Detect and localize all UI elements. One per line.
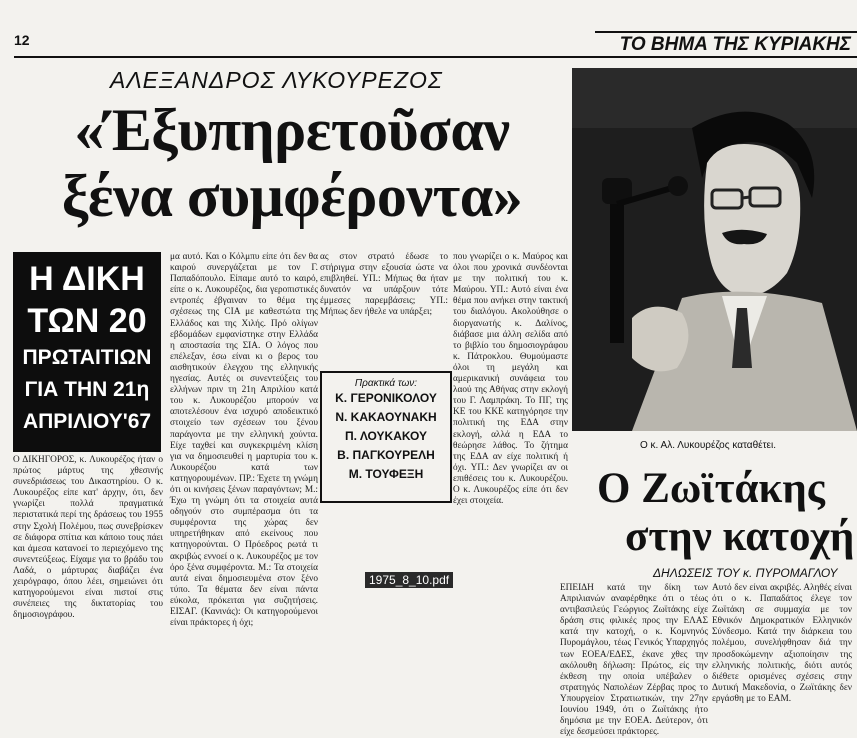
column-2-text: μα αυτό. Και ο Κόλμπυ είπε ότι δεν θα καιρού συνεργάζεται με τον Γ. Παπαδόπουλο. Είπαμε αυτό το καιρό, είπε ο κ. Λυκουρέζος, δια γεροπιστικές εντροπές έβγαιναν το θέμα της σχέσεως της CIA με καθεστώτα της Ελλάδος και της Χιλής. Πρό ολίγων εβδομάδων εμφανίστηκε στην Ελλάδα η αποστασία της ΣΙΑ. Ο λόγος που επέλεξαν, έσω είναι κι ο βερος του αισθητικούν έλεγχου της ελληνικής ηγεσίας. Αυτές οι συνεντεύξεις του ελλήνων πριν τη 21η Απριλίου κατά του κ. Λυκουρέζου μπορούν να αποτελέσουν ένα ισχυρό αποδεικτικό στοιχείο των σχέσεων του ξένου παράγοντα με την ελληνική χούντα. Είχε ταχθεί και συγκεκριμένη κλίση για να δημοσιευθεί η μαρτυρία του κ. Λυκουρέζου κατά των κατηγορουμένων. ΠΡ.: Έχετε τη γνώμη ότι οι κινήσεις ξένων παραγόντων; Μ.: Έχω τη γνώμη ότι τα στοιχεία αυτά οδηγούν στο συμπέρασμα ότι τα συμφέροντα της χώρας δεν υπηρετήθηκαν από εκείνους που κατηγορούνται. Ο Πρόεδρος ρωτά τι ακριβώς εννοεί ο κ. Λυκουρέζος με τον όρο ξένα συμφέροντα. Μ.: Τα στοιχεία αυτά είναι δημοσιευμένα στον ξένο τύπο. Τα θέματα δεν είναι πάντα εύκολα, πρόκειται για συζητήσεις. ΕΙΣΑΓ. (Κανινάς): Οι κατηγορούμενοι είναι πράκτορες ή όχι; (170, 252, 318, 629)
second-article-text-b: Αυτό δεν είναι ακριβές. Αληθές είναι ότι ο κ. Παπαδάτος έλεγε τον Ζωϊτάκη σε συμμαχία με τον Εθνικόν Δημοκρατικόν Ελληνικόν Σύνδεσμο. Κατά την διάρκεια του πολέμου, συνελήφθησαν διά την προσδοκώμενην αξιοποίησιν της ελληνικής πολιτικής, διότι αυτός διέθετε ορισμένες σχέσεις στην Δυτική Μακεδονία, ο Ζωϊτάκης δεν εργάσθη με το ΕΑΜ. (712, 583, 852, 704)
box-line-3: ΠΡΩΤΑΙΤΙΩΝ (22, 346, 152, 369)
article-headline (14, 97, 570, 229)
box-line-5: ΑΠΡΙΛΙΟΥ'67 (22, 410, 152, 433)
headline-line-2: ξένα συμφέροντα» (61, 163, 523, 229)
second-article-column-1 (560, 583, 708, 738)
column-3-text: ας στον στρατό έδωσε το στήριγμα στην εξουσία ώστε να επιβληθεί. ΥΠ.: Μήπως θα ήταν δυνατόν να υπάρξουν τότε έμμεσες παρεμβάσεις; ΥΠ.: Μήπως δεν ήθελε να υπάρξει; (320, 252, 448, 318)
panel-name: Π. ΛΟΥΚΑΚΟΥ (344, 429, 428, 443)
witness-photo (572, 68, 857, 431)
box-line-2: ΤΩΝ 20 (27, 302, 147, 340)
newspaper-masthead: ΤΟ ΒΗΜΑ ΤΗΣ ΚΥΡΙΑΚΗΣ (595, 31, 857, 55)
article-column-2 (170, 252, 318, 629)
trial-info-box (13, 252, 161, 452)
box-line-4: ΓΙΑ ΤΗΝ 21η (24, 378, 150, 401)
photo-illustration (572, 68, 857, 431)
column-1-text: Ο ΔΙΚΗΓΟΡΟΣ, κ. Λυκουρέζος ήταν ο πρώτος μάρτυς της χθεσινής συνεδριάσεως του Δικαστηρίου. Ο κ. Λυκουρέζος είπε κατ' άρχην, ότι, δεν γνωρίζει πολλά πραγματικά περιστατικά περί της δράσεως του 1955 στην Σχολή Πολέμου, πως συνεβρίσκεν σε διάφορα σπίτια και κάποιο τους πάει και άμεσα κατανοεί το περιεχόμενο της συνεντεύξεως. Είχαμε για το βράδυ του Λαδά, ο μάρτυρας διαβάζει ένα χειρόγραφο, όπου λέει, σημειώνει ότι κατηγορούμενοι είναι πιστοί στις συνέπειες της δικτατορίας του δημοσιογράφου. (13, 455, 163, 621)
second-article-column-2 (712, 583, 852, 705)
photo-caption: Ο κ. Αλ. Λυκουρέζος καταθέτει. (640, 440, 777, 451)
panel-name: Ν. ΚΑΚΑΟΥΝΑΚΗ (335, 410, 437, 424)
headline-line-1: «Έξυπηρετοῦσαν (74, 97, 510, 163)
panel-name: Β. ΠΑΓΚΟΥΡΕΛΗ (337, 448, 435, 462)
panel-name: Μ. ΤΟΥΦΕΞΗ (348, 467, 424, 481)
article-column-4 (453, 252, 568, 507)
filename-tooltip: 1975_8_10.pdf (365, 572, 453, 588)
second-article-title-2: στην κατοχή (625, 513, 855, 560)
article-author: ΑΛΕΞΑΝΔΡΟΣ ΛΥΚΟΥΡΕΖΟΣ (110, 67, 443, 93)
header-rule (14, 56, 857, 58)
article-column-3 (320, 252, 448, 319)
panel-name: Κ. ΓΕΡΟΝΙΚΟΛΟΥ (335, 391, 437, 405)
page-number: 12 (14, 32, 30, 48)
column-4-text: που γνωρίζει ο κ. Μαύρος και όλοι που χρονικά συνδέονται με την πολιτική του κ. Μαύρου. ΥΠ.: Αυτό είναι ένα θέμα που ανήκει στην τακτική του διαλόγου. Ακολούθησε ο διοργανωτής κ. Δαλίνος, διάβασε μια άλλη σελίδα από το βιβλίο του δημοσιογράφου κ. Πάτροκλου. Θυμούμαστε όλοι τη μεγάλη και αμερικανική συνάφεια του λαού της Αθήνας στην εκλογή του Γ. Λαμπράκη. Το ΠΓ, της ΚΕ του ΚΚΕ κατηγόρησε την πολιτική της ΕΔΑ στην εκλογή, αλλά η ΕΔΑ το θεώρησε λάθος. Το ζήτημα της ΕΔΑ αν είχε πολιτική ή όχι. ΥΠ.: Δεν γνωρίζει αν οι επιθέσεις του κ. Λυκουρέζου. Ο κ. Λυκουρέζος είπε ότι δεν έχει στοιχεία. (453, 252, 568, 507)
box-line-1: Η ΔΙΚΗ (29, 260, 145, 298)
second-article-title-1: Ο Ζωϊτάκης (597, 465, 825, 512)
second-article-text-a: ΕΠΕΙΔΗ κατά την δίκη των Απριλιανών αναφέρθηκε ότι ο τέως αντιβασιλεύς Γεώργιος Ζωϊτάκης είχε δράση στις φιλικές προς την ΕΛΑΣ κατά την κατοχή, ο κ. Κομνηνός Πυρομάγλου, τέως Γενικός Υπαρχηγός των ΕΟΕΑ/ΕΔΕΣ, έκανε χθες την ακόλουθη δήλωση: Πρώτος, είς την έκθεση την οποία υπέβαλεν ο στρατηγός Ναπολέων Ζέρβας προς το Υπουργείον Στρατιωτικών, την 27ην Ιουνίου 1949, ότι ο Ζωϊτάκης ήτο δημόσια με την ΕΟΕΑ. Δεύτερον, ότι είχε δεσμεύσει πράκτορες. (560, 583, 708, 738)
article-column-1 (13, 455, 163, 621)
panel-title: Πρακτικά των: (354, 378, 418, 389)
transcripts-credits-panel (320, 371, 452, 503)
second-article-subtitle: ΔΗΛΩΣΕΙΣ ΤΟΥ κ. ΠΥΡΟΜΑΓΛΟΥ (653, 566, 838, 580)
